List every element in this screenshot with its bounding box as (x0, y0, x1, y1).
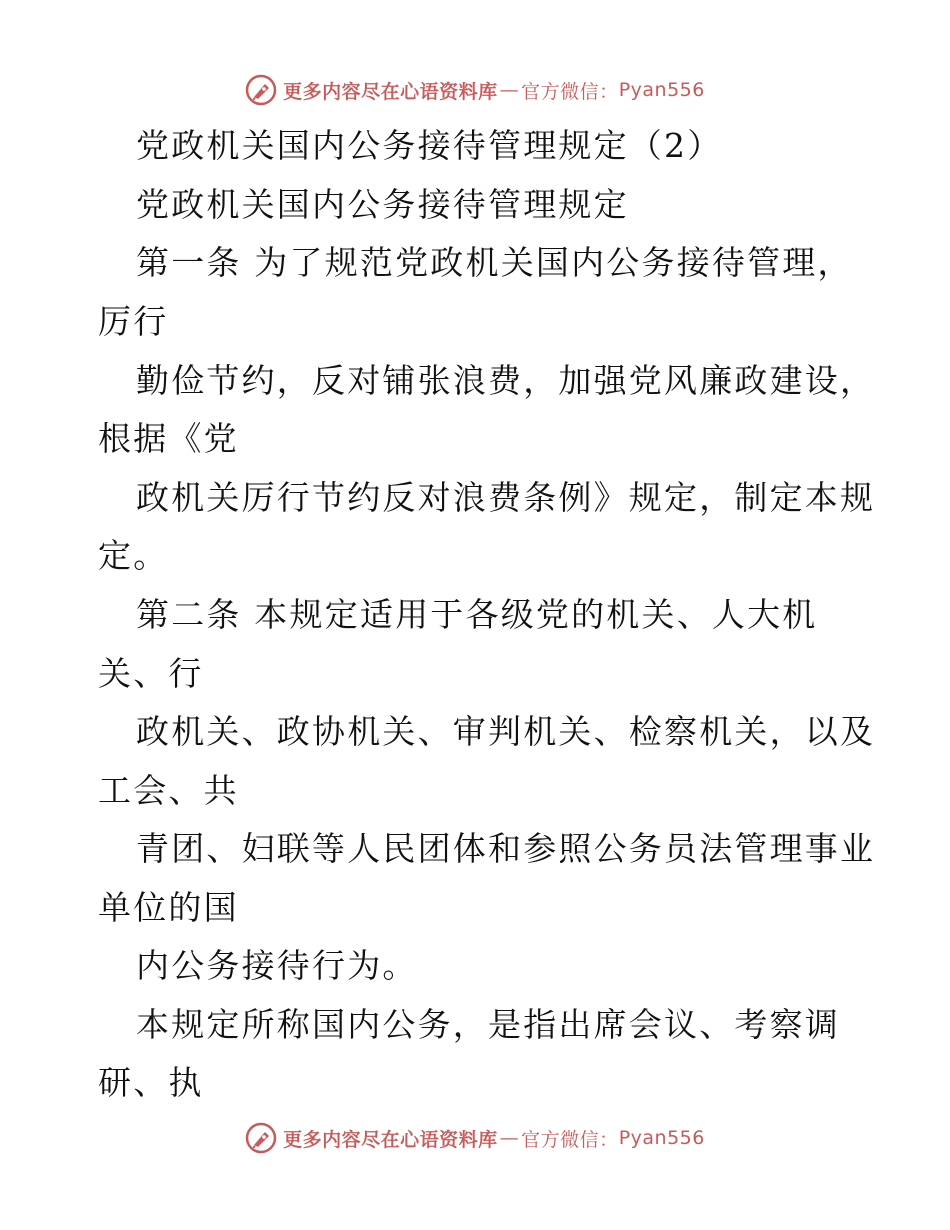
paragraph-line: 根据《党 (98, 419, 239, 458)
paragraph-line: 本规定所称国内公务，是指出席会议、考察调 (136, 1005, 840, 1044)
watermark-label: 官方微信： (521, 1128, 619, 1151)
document-subtitle: 党政机关国内公务接待管理规定 (136, 185, 629, 224)
paragraph-line: 第一条 为了规范党政机关国内公务接待管理， (136, 243, 853, 282)
watermark-brand: 更多内容尽在心语资料库 (283, 80, 498, 103)
header-watermark (0, 70, 950, 110)
paragraph-line: 单位的国 (98, 888, 239, 927)
paragraph-line: 政机关、政协机关、审判机关、检察机关，以及 (136, 712, 876, 751)
paragraph-line: 政机关厉行节约反对浪费条例》规定，制定本规 (136, 478, 876, 517)
paragraph-line: 青团、妇联等人民团体和参照公务员法管理事业 (136, 829, 876, 868)
watermark-id: Pyan556 (618, 79, 705, 101)
paragraph-line: 勤俭节约，反对铺张浪费，加强党风廉政建设， (136, 361, 876, 400)
footer-watermark (0, 1118, 950, 1158)
watermark-label: 官方微信： (521, 80, 619, 103)
watermark-separator: — (499, 79, 520, 101)
watermark-id: Pyan556 (618, 1127, 705, 1149)
paragraph-line: 内公务接待行为。 (136, 946, 418, 985)
paragraph-line: 定。 (98, 536, 169, 575)
pen-nib-icon (245, 74, 277, 106)
paragraph-line: 工会、共 (98, 771, 239, 810)
paragraph-line: 研、执 (98, 1063, 204, 1102)
paragraph-line: 厉行 (98, 302, 169, 341)
paragraph-line: 第二条 本规定适用于各级党的机关、人大机 (136, 595, 818, 634)
pen-nib-icon (245, 1122, 277, 1154)
document-title: 党政机关国内公务接待管理规定（2） (136, 126, 723, 165)
watermark-separator: — (499, 1127, 520, 1149)
paragraph-line: 关、行 (98, 654, 204, 693)
watermark-brand: 更多内容尽在心语资料库 (283, 1128, 498, 1151)
